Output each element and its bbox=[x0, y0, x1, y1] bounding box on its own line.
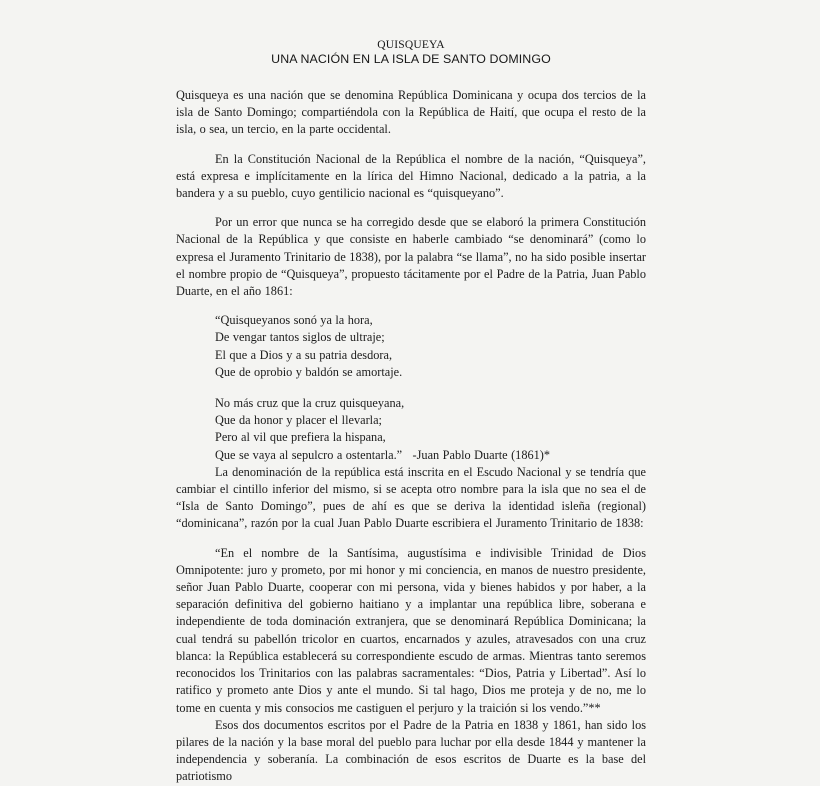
paragraph-intro: Quisqueya es una nación que se denomina República Dominicana y ocupa dos tercios de la isla de Santo Domingo; compartiéndola con la República de Haití, que ocupa el resto de la isla, o sea, un tercio, en la parte occidental. bbox=[176, 88, 646, 137]
document-content bbox=[176, 0, 646, 786]
verse-stanza-two bbox=[176, 395, 646, 464]
verse-line: Pero al vil que prefiera la hispana, bbox=[215, 430, 386, 445]
verse-line-text: Que se vaya al sepulcro a ostentarla.” bbox=[215, 447, 403, 462]
verse-line: El que a Dios y a su patria desdora, bbox=[215, 347, 393, 362]
verse-block bbox=[176, 312, 646, 464]
verse-attribution: -Juan Pablo Duarte (1861)* bbox=[402, 447, 551, 462]
verse-line-with-attribution bbox=[215, 447, 646, 464]
page-title: QUISQUEYA bbox=[377, 39, 445, 51]
verse-line: No más cruz que la cruz quisqueyana, bbox=[215, 396, 405, 411]
blockquote-juramento-trinitario: “En el nombre de la Santísima, augustísima e indivisible Trinidad de Dios Omnipotente: juro y prometo, por mi honor y mi conciencia, en manos de nuestro presidente, señor Juan Pablo Duarte, cooperar con mi persona, vida y bienes habidos y por haber, a la separación definitiva del gobierno haitiano y a implantar una república libre, soberana e independiente de toda dominación extranjera, que se denominará República Dominicana; la cual tendrá su pabellón tricolor en cuartos, encarnados y azules, atravesados con una cruz blanca: la República establecerá su correspondiente escudo de armas. Mientras tanto seremos reconocidos los Trinitarios con las palabras sacramentales: “Dios, Patria y Libertad”. Así lo ratifico y prometo ante Dios y ante el mundo. Si tal hago, Dios me proteja y de no, me lo tome en cuenta y mis consocios me castiguen el perjuro y la traición si los vendo.”** bbox=[176, 545, 646, 715]
verse-line: Que da honor y placer el llevarla; bbox=[215, 413, 382, 428]
paragraph-escudo-nacional: La denominación de la república está inscrita en el Escudo Nacional y se tendría que cambiar el cintillo inferior del mismo, si se acepta otro nombre para la isla que no sea el de “Isla de Santo Domingo”, pues de ahí es que se deriva la identidad isleña (regional) “dominicana”, razón por la cual Juan Pablo Duarte escribiera el Juramento Trinitario de 1838: bbox=[176, 464, 646, 531]
verse-line: “Quisqueyanos sonó ya la hora, bbox=[215, 313, 373, 328]
verse-stanza-one bbox=[176, 312, 646, 381]
page-subtitle: UNA NACIÓN EN LA ISLA DE SANTO DOMINGO bbox=[271, 52, 551, 66]
paragraph-constitucion: En la Constitución Nacional de la República el nombre de la nación, “Quisqueya”, está expresa e implícitamente en la lírica del Himno Nacional, dedicado a la patria, a la bandera y a su pueblo, cuyo gentilicio nacional es “quisqueyano”. bbox=[176, 151, 646, 201]
paragraph-conclusion: Esos dos documentos escritos por el Padre de la Patria en 1838 y 1861, han sido los pilares de la nación y la base moral del pueblo para luchar por ella desde 1844 y mantener la independencia y soberanía. La combinación de esos escritos de Duarte es la base del patriotismo bbox=[176, 717, 646, 784]
verse-line: Que de oprobio y baldón se amortaje. bbox=[215, 364, 403, 379]
document-title-block bbox=[176, 38, 646, 67]
paragraph-error-historico: Por un error que nunca se ha corregido desde que se elaboró la primera Constitución Nacional de la República y que consiste en haberle cambiado “se denominará” (como lo expresa el Juramento Trinitario de 1838), por la palabra “se llama”, no ha sido posible insertar el nombre propio de “Quisqueya”, propuesto tácitamente por el Padre de la Patria, Juan Pablo Duarte, en el año 1861: bbox=[176, 215, 646, 299]
verse-line: De vengar tantos siglos de ultraje; bbox=[215, 330, 385, 345]
